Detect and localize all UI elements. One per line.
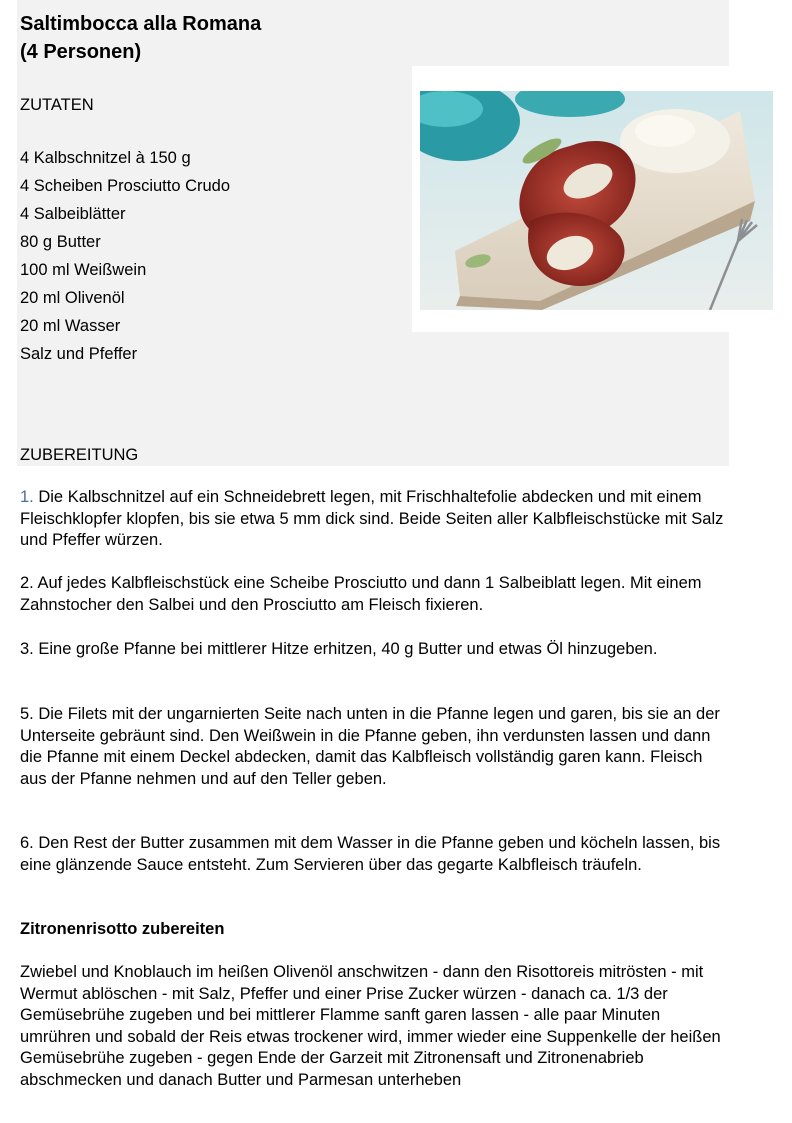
ingredient-item: Salz und Pfeffer [20,345,138,363]
step-number: 1. [20,488,34,506]
ingredient-item: 4 Salbeiblätter [20,205,126,223]
step-5 [20,704,732,790]
ingredients-list [20,144,230,368]
recipe-title [20,10,261,66]
step-6 [20,833,732,876]
ingredient-item: 100 ml Weißwein [20,261,147,279]
lower-shading [412,332,729,466]
step-text: Auf jedes Kalbfleischstück eine Scheibe Prosciutto und dann 1 Salbeiblatt legen. Mit einem Zahnstocher den Salbei und den Prosciutto am Fleisch fixieren. [20,574,702,614]
ingredients-heading: ZUTATEN [20,96,94,114]
dish-photo [420,91,773,310]
step-2 [20,573,732,616]
step-number: 5. [20,705,34,723]
step-number: 2. [20,574,34,592]
ingredient-item: 4 Kalbschnitzel à 150 g [20,149,191,167]
ingredient-item: 20 ml Wasser [20,317,121,335]
step-text: Eine große Pfanne bei mittlerer Hitze erhitzen, 40 g Butter und etwas Öl hinzugeben. [33,640,658,658]
step-3 [20,639,732,661]
step-number: 6. [20,834,34,852]
step-text: Die Kalbschnitzel auf ein Schneidebrett legen, mit Frischhaltefolie abdecken und mit einem Fleischklopfer klopfen, bis sie etwa 5 mm dick sind. Beide Seiten aller Kalbfleischstücke mit Salz und Pfeffer würzen. [20,488,724,549]
ingredient-item: 80 g Butter [20,233,101,251]
ingredient-item: 20 ml Olivenöl [20,289,125,307]
title-line-1: Saltimbocca alla Romana [20,13,262,35]
risotto-text: Zwiebel und Knoblauch im heißen Olivenöl anschwitzen - dann den Risottoreis mitrösten - mit Wermut ablöschen - mit Salz, Pfeffer und einer Prise Zucker würzen - danach ca. 1/3 der Gemüsebrühe zugeben und bei mittlerer Flamme sanft garen lassen - alle paar Minuten umrühren und sobald der Reis etwas trockener wird, immer wieder eine Suppenkelle der heißen Gemüsebrühe zugeben - gegen Ende der Garzeit mit Zitronensaft und Zitronenabrieb abschmecken und danach Butter und Parmesan unterheben [20,963,721,1089]
ingredient-item: 4 Scheiben Prosciutto Crudo [20,177,231,195]
step-text: Den Rest der Butter zusammen mit dem Wasser in die Pfanne geben und köcheln lassen, bis eine glänzende Sauce entsteht. Zum Servieren über das gegarte Kalbfleisch träufeln. [20,834,721,874]
preparation-heading: ZUBEREITUNG [20,446,139,464]
title-line-2: (4 Personen) [20,41,142,63]
step-1 [20,487,732,552]
step-text: Die Filets mit der ungarnierten Seite nach unten in die Pfanne legen und garen, bis sie an der Unterseite gebräunt sind. Den Weißwein in die Pfanne geben, ihn verdunsten lassen und dann die Pfanne mit einem Deckel abdecken, damit das Kalbfleisch vollständig garen kann. Fleisch aus der Pfanne nehmen und auf den Teller geben. [20,705,720,788]
step-number: 3. [20,640,34,658]
risotto-heading: Zitronenrisotto zubereiten [20,920,225,938]
